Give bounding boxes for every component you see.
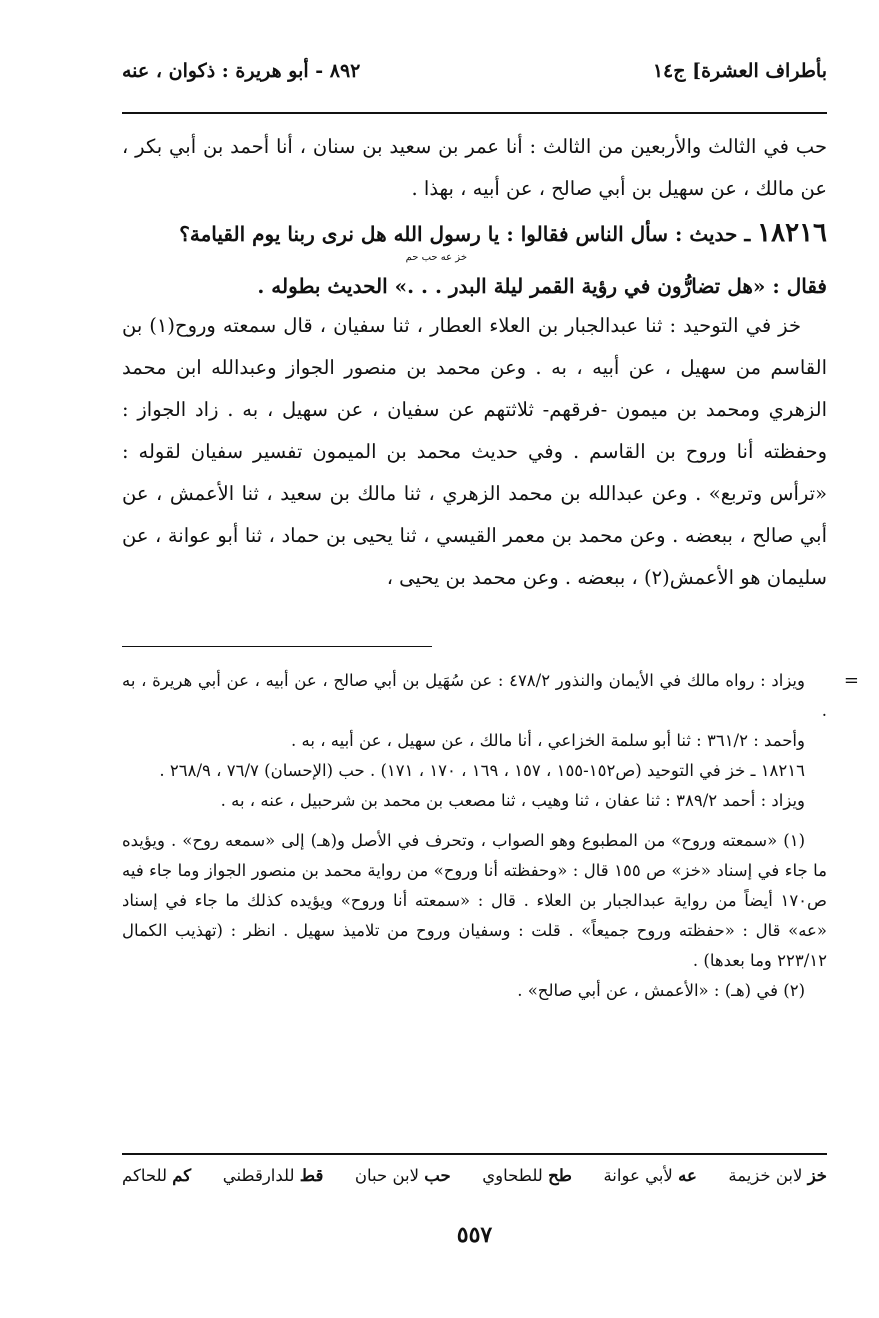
paragraph-hibban: حب في الثالث والأربعين من الثالث : أنا عمر بن سعيد بن سنان ، أنا أحمد بن أبي بكر ، عن مالك ، عن سهيل بن أبي صالح ، عن أبيه ، بهذا .	[122, 135, 827, 200]
abbrev-item: خز لابن خزيمة	[728, 1166, 827, 1185]
hadith-heading	[122, 214, 827, 253]
abbrev-item: قط للدارقطني	[222, 1166, 324, 1185]
footnote-1: (١) «سمعته وروح» من المطبوع وهو الصواب ، وتحرف في الأصل و(هـ) إلى «سمعه روح» . ويؤيده ما جاء في إسناد «خز» ص ١٥٥ قال : «وحفظته أنا وروح» من رواية محمد بن منصور الجواز وما جاء فيه ص١٧٠ أيضاً من رواية عبدالجبار بن العلاء . قال : «سمعته أنا وروح» ويؤيده كذلك ما جاء في إسناد «عه» قال : «حفظته وروح جميعاً» . قلت : وسفيان وروح من تلاميذ سهيل . انظر : (تهذيب الكمال ٢٢٣/١٢ وما بعدها) .	[122, 831, 828, 970]
footnote-2: (٢) في (هـ) : «الأعمش ، عن أبي صالح» .	[517, 981, 805, 1000]
book-page	[122, 0, 859, 1318]
abbrev-item: حب لابن حبان	[354, 1166, 451, 1185]
hadith-head-text: ـ حديث : سأل الناس فقالوا : يا رسول الله هل نرى ربنا يوم القيامة؟	[179, 222, 758, 246]
abbreviations-legend	[122, 1166, 827, 1185]
footnote-rule	[122, 646, 432, 647]
hadith-matn: فقال : «هل تضارُّون في رؤية القمر ليلة البدر . . .» الحديث بطوله .	[257, 274, 827, 298]
header-section-title: ٨٩٢ - أبو هريرة : ذكوان ، عنه	[122, 60, 361, 82]
abbrev-item: كم للحاكم	[122, 1166, 192, 1185]
note-ahmad: وأحمد : ٣٦١/٢ : ثنا أبو سلمة الخزاعي ، أنا مالك ، عن سهيل ، عن أبيه ، به .	[291, 731, 805, 750]
note-malik: ويزاد : رواه مالك في الأيمان والنذور ٤٧٨/٢ : عن سُهَيل بن أبي صالح ، عن أبيه ، عن أبي هريرة ، به .	[122, 671, 827, 720]
footnotes	[122, 666, 859, 1006]
continuation-mark: =	[843, 670, 859, 691]
abbrev-item: عه لأبي عوانة	[603, 1166, 697, 1185]
abbreviations-rule	[122, 1153, 827, 1155]
note-takhrij: ١٨٢١٦ ـ خز في التوحيد (ص١٥٢-١٥٥ ، ١٥٧ ، ١٦٩ ، ١٧٠ ، ١٧١) . حب (الإحسان) ٧٦/٧ ، ٢٦٨/٩ .	[159, 761, 805, 780]
header-volume-title: بأطراف العشرة] ج١٤	[652, 60, 827, 82]
header-rule	[122, 112, 827, 114]
hadith-number: ١٨٢١٦	[757, 218, 827, 248]
page-number: ٥٥٧	[456, 1222, 493, 1248]
note-ahmad-2: ويزاد : أحمد ٣٨٩/٢ : ثنا عفان ، ثنا وهيب ، ثنا مصعب بن محمد بن شرحبيل ، عنه ، به .	[220, 791, 805, 810]
sources-sigla: خز عه حب حم	[405, 252, 467, 263]
abbrev-item: طح للطحاوي	[482, 1166, 572, 1185]
paragraph-isnad: خز في التوحيد : ثنا عبدالجبار بن العلاء العطار ، ثنا سفيان ، قال سمعته وروح(١) بن القاسم من سهيل ، عن أبيه ، به . وعن محمد بن منصور الجواز وعبدالله ابن محمد الزهري ومحمد بن ميمون -فرقهم- ثلاثتهم عن سفيان ، عن سهيل ، به . زاد الجواز : وحفظته أنا وروح بن القاسم . وفي حديث محمد بن الميمون تفسير سفيان لقوله : «ترأس وتربع» . وعن عبدالله بن محمد الزهري ، ثنا مالك بن سعيد ، ثنا الأعمش ، عن أبي صالح ، ببعضه . وعن محمد بن معمر القيسي ، ثنا يحيى بن حماد ، ثنا أبو عوانة ، عن سليمان هو الأعمش(٢) ، ببعضه . وعن محمد بن يحيى ،	[122, 314, 827, 589]
main-text	[122, 126, 827, 599]
running-header	[122, 60, 827, 94]
